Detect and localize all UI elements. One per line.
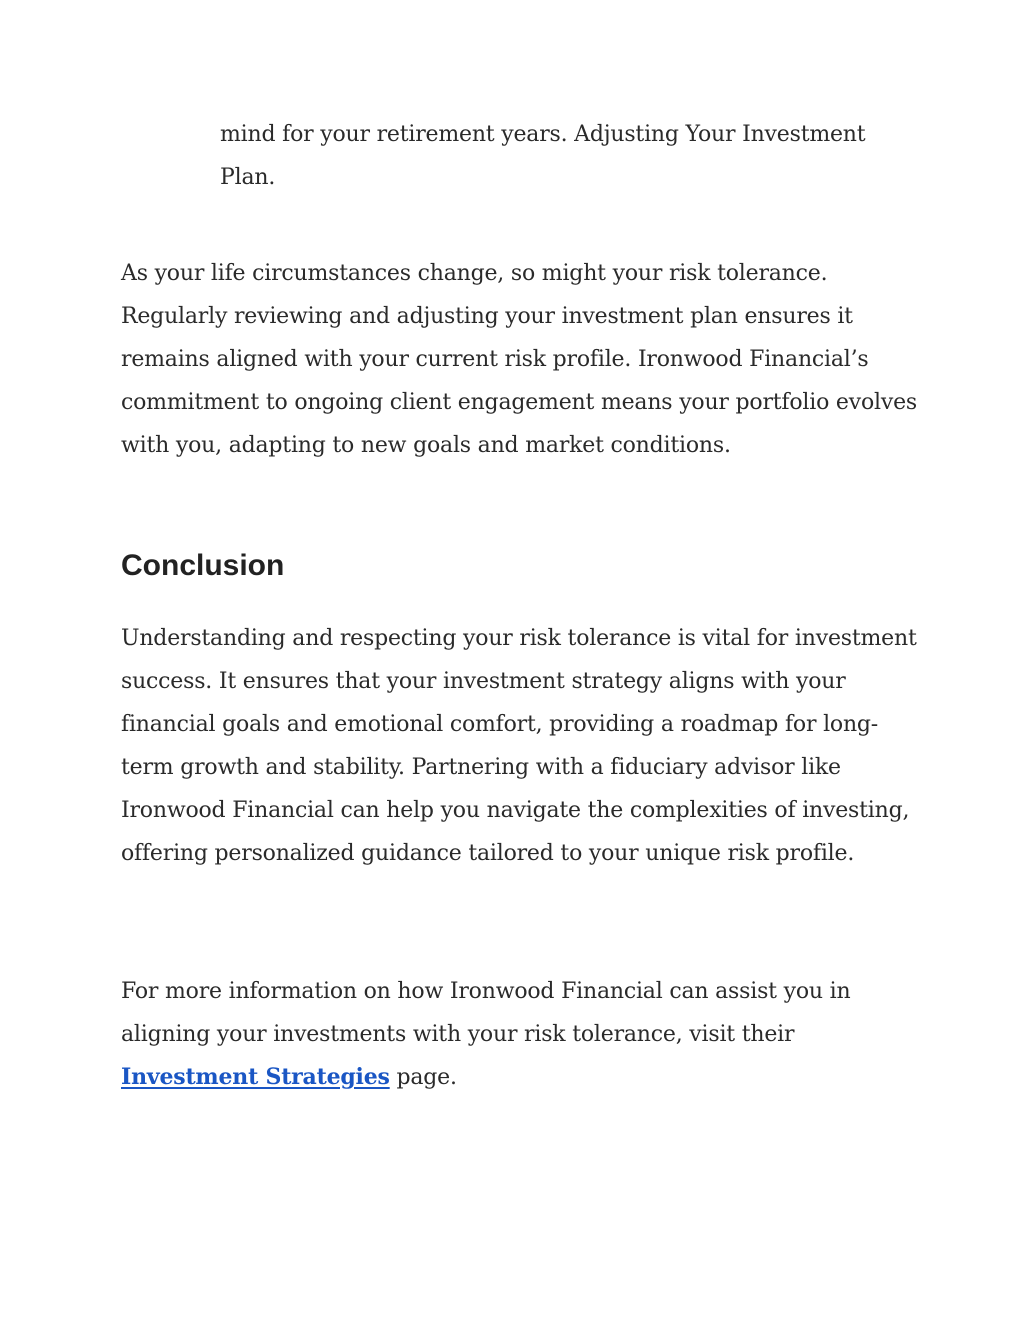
investment-strategies-link[interactable]: Investment Strategies (121, 1064, 390, 1090)
conclusion-paragraph: Understanding and respecting your risk tolerance is vital for investment success. It ensures that your investment strategy aligns with your financial goals and emotional comfort, providing a roadmap for long-term growth and stability. Partnering with a fiduciary advisor like Ironwood Financial can help you navigate the complexities of investing, offering personalized guidance tailored to your unique risk profile. (121, 626, 917, 866)
more-info-suffix: page. (396, 1065, 457, 1090)
conclusion-heading: Conclusion (121, 549, 285, 582)
continued-paragraph: mind for your retirement years. Adjusting Your Investment Plan. (220, 122, 866, 190)
more-info-paragraph (121, 970, 921, 1099)
more-info-text: For more information on how Ironwood Financial can assist you in aligning your investments with your risk tolerance, visit their (121, 979, 851, 1047)
adjusting-plan-paragraph: As your life circumstances change, so might your risk tolerance. Regularly reviewing and adjusting your investment plan ensures it remains aligned with your current risk profile. Ironwood Financial’s commitment to ongoing client engagement means your portfolio evolves with you, adapting to new goals and market conditions. (121, 261, 917, 458)
